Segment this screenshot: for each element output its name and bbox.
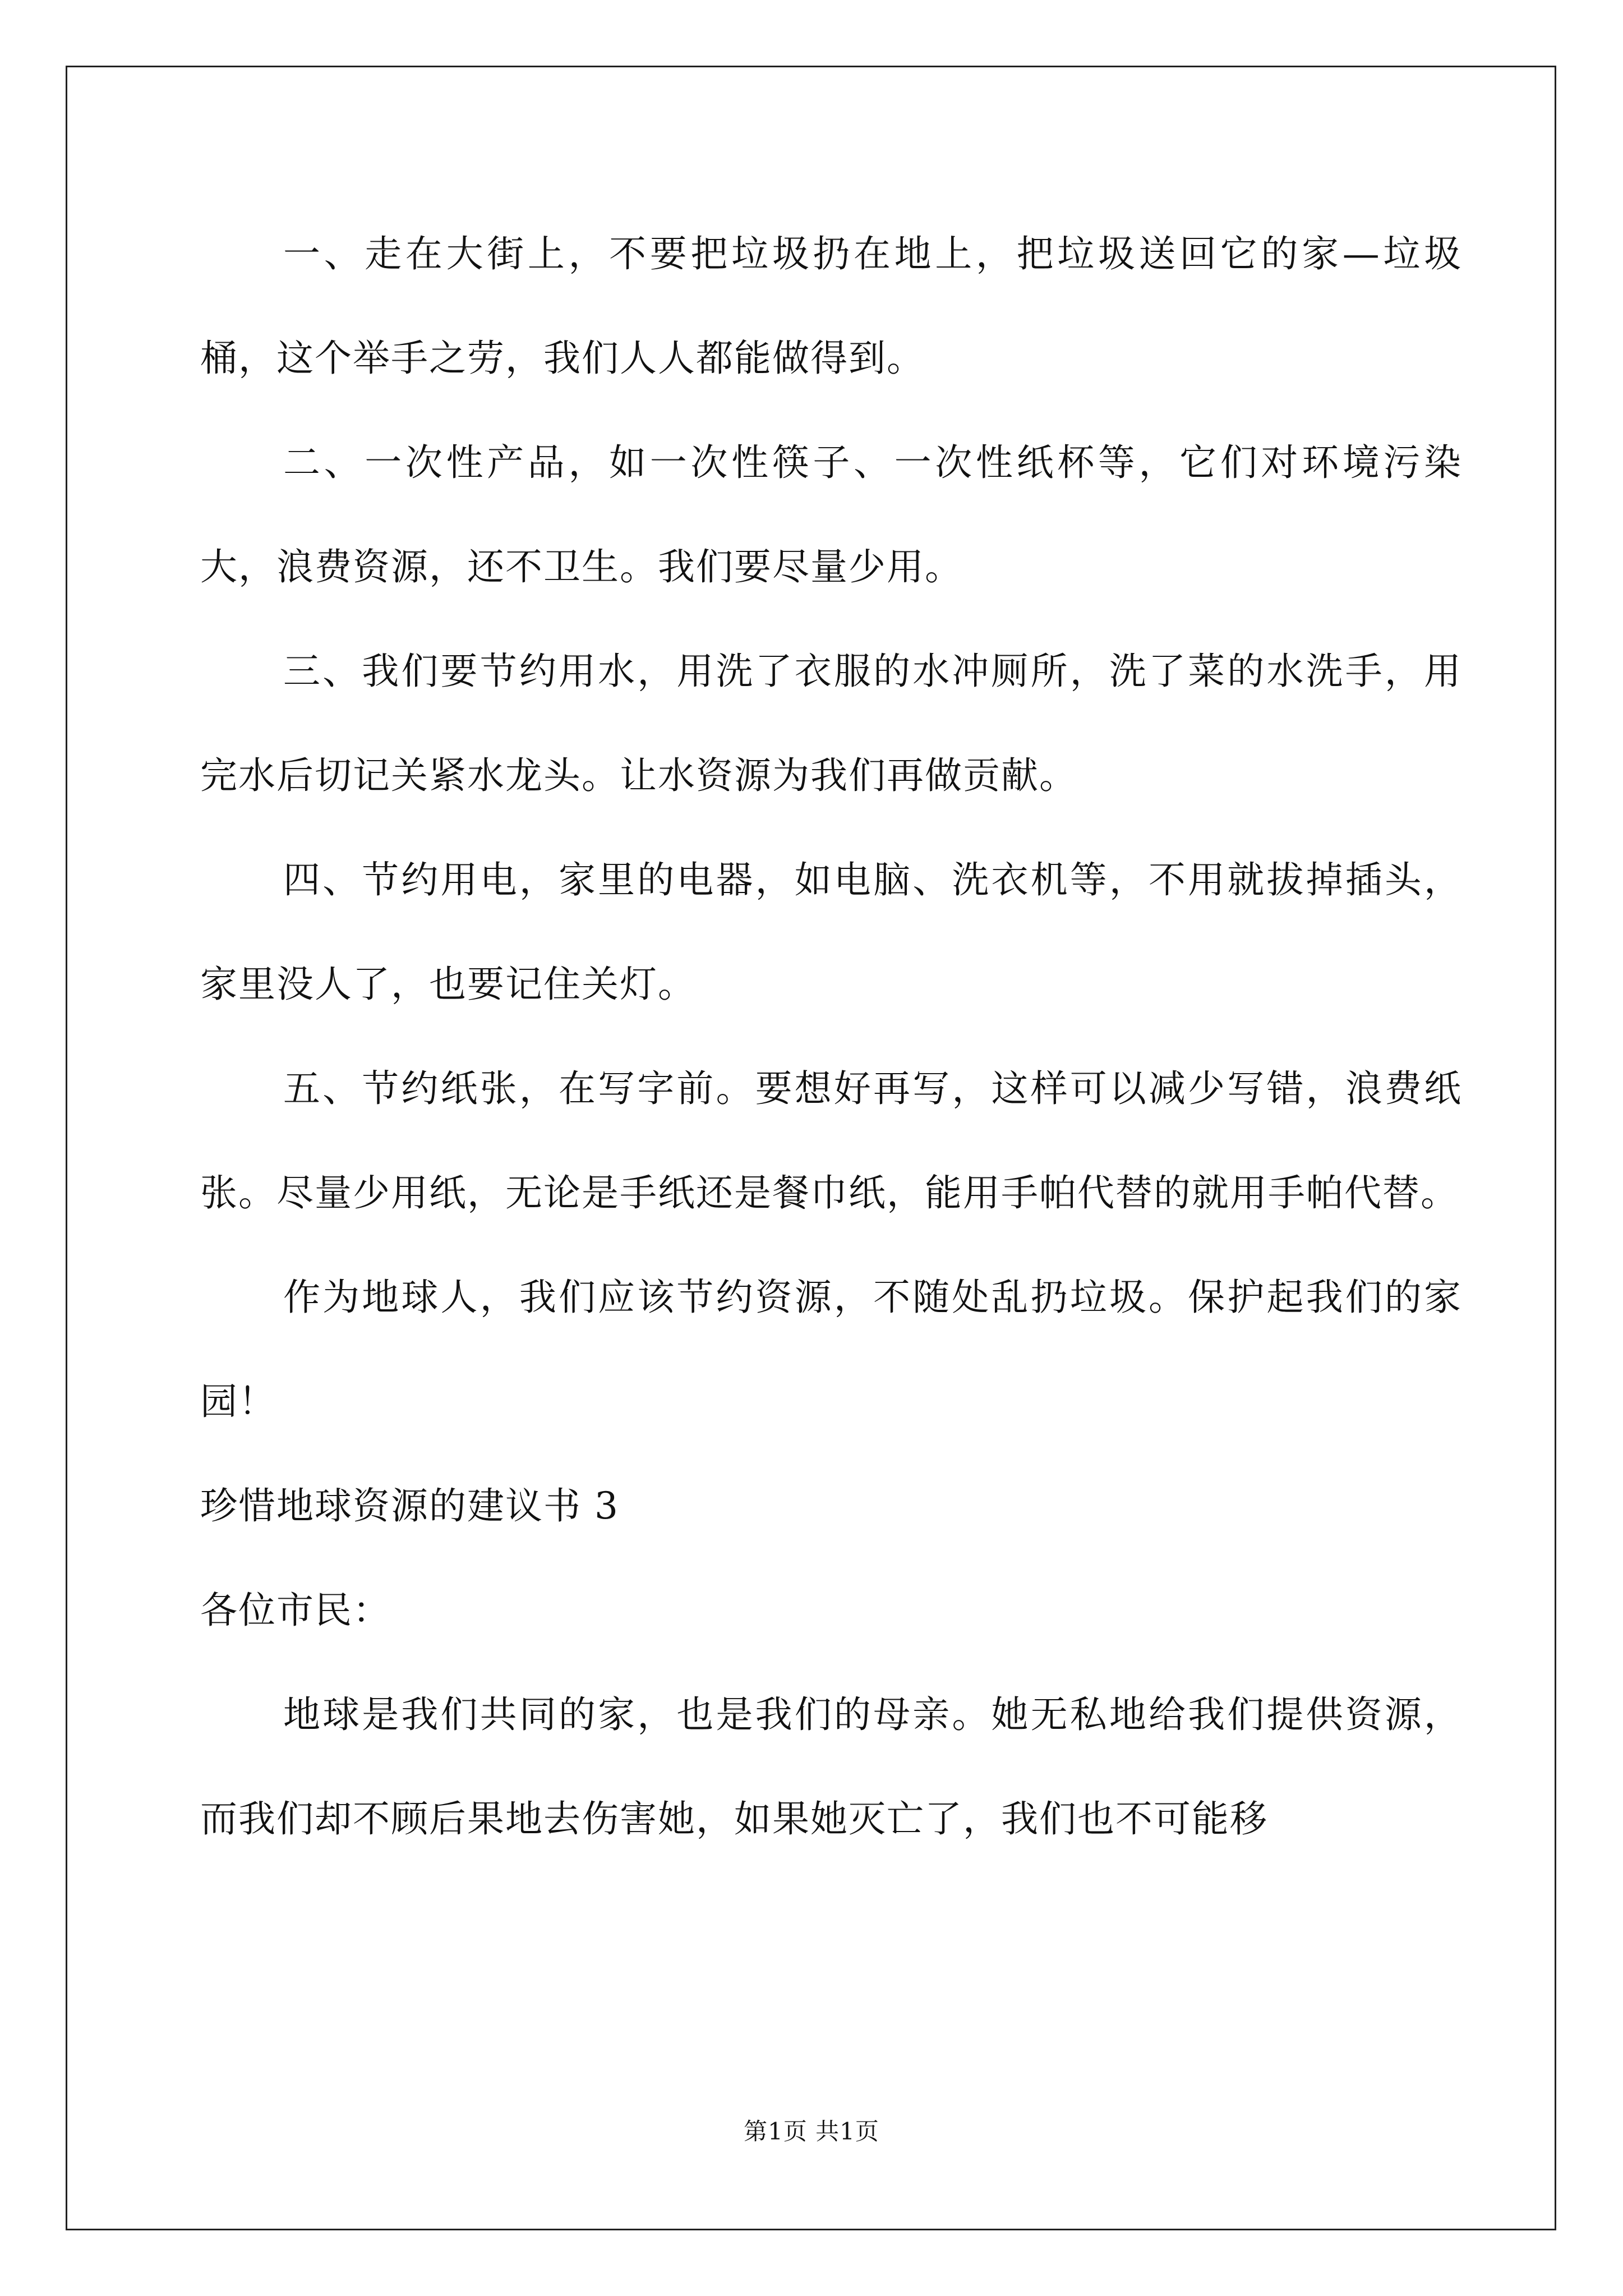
paragraph-paper: 五、节约纸张，在写字前。要想好再写，这样可以减少写错，浪费纸张。尽量少用纸，无论是手纸还是餐巾纸，能用手帕代替的就用手帕代替。	[200, 1067, 1462, 1214]
paragraph-litter: 一、走在大街上，不要把垃圾扔在地上，把垃圾送回它的家—垃圾桶，这个举手之劳，我们人人都能做得到。	[200, 232, 1462, 380]
document-body	[200, 202, 1462, 1871]
paragraph-opening: 地球是我们共同的家，也是我们的母亲。她无私地给我们提供资源，而我们却不顾后果地去伤害她，如果她灭亡了，我们也不可能移	[200, 1693, 1462, 1841]
page-footer: 第1页 共1页	[744, 2118, 879, 2145]
paragraph-electricity: 四、节约用电，家里的电器，如电脑、洗衣机等，不用就拔掉插头，家里没人了，也要记住关灯。	[200, 858, 1462, 1006]
paragraph-water: 三、我们要节约用水，用洗了衣服的水冲厕所，洗了菜的水洗手，用完水后切记关紧水龙头。让水资源为我们再做贡献。	[200, 650, 1462, 797]
paragraph-conclusion: 作为地球人，我们应该节约资源，不随处乱扔垃圾。保护起我们的家园！	[200, 1276, 1462, 1423]
paragraph-disposables: 二、一次性产品，如一次性筷子、一次性纸杯等，它们对环境污染大，浪费资源，还不卫生。我们要尽量少用。	[200, 441, 1462, 588]
section-title: 珍惜地球资源的建议书 3	[200, 1484, 619, 1527]
salutation: 各位市民：	[200, 1589, 391, 1632]
